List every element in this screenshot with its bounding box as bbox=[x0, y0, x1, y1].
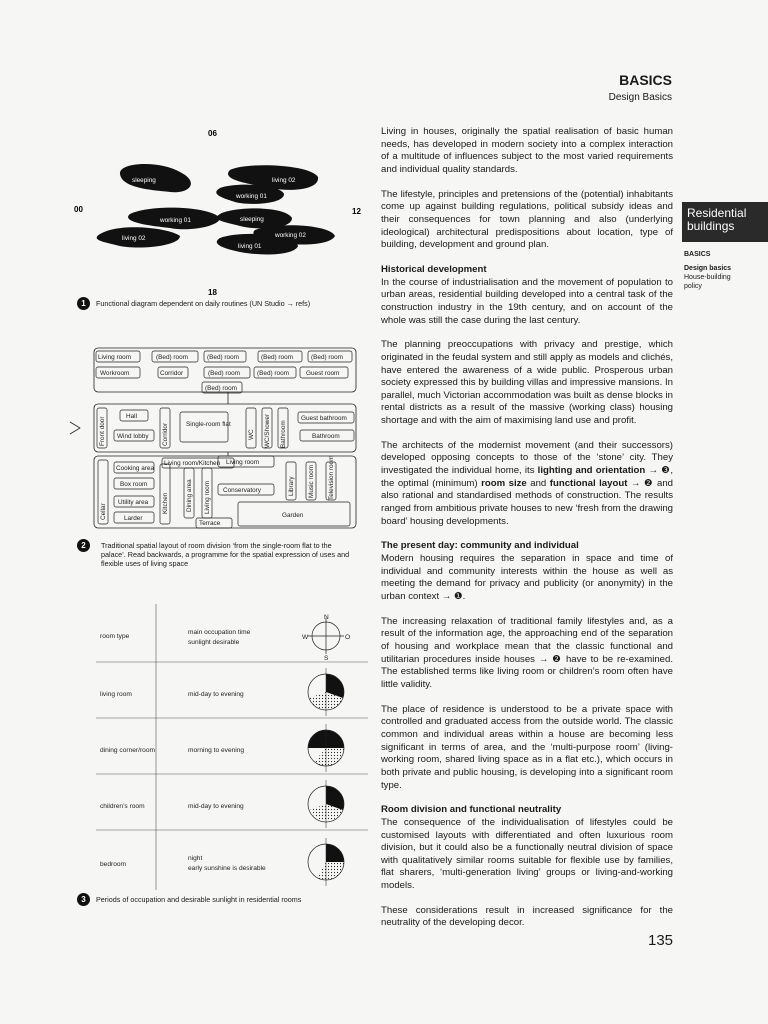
paragraph-individualisation: The consequence of the individualisation of lifestyles could be customised layouts with differentiated and often luxurious room division, but it could also be a functionally neutral division of space with qualitatively similar rooms suitable for flexible use by families, flat sharers, ‘multi-generation living’ groups or living-and-working models. bbox=[381, 816, 673, 892]
fig1-label-working-01: working 01 bbox=[236, 193, 267, 200]
fig2-entry-arrow-icon bbox=[70, 422, 80, 434]
figure-3-badge: 3 bbox=[77, 893, 90, 906]
heading-present-day: The present day: community and individual bbox=[381, 540, 579, 552]
figure-2 bbox=[68, 344, 368, 536]
fig2-room-hall: Hall bbox=[126, 413, 138, 420]
paragraph-considerations: These considerations result in increased significance for the neutrality of the developing decor. bbox=[381, 904, 673, 929]
fig2-room-bathroom-v: Bathroom bbox=[280, 420, 287, 448]
figure-3 bbox=[96, 604, 368, 890]
fig1-axis-top: 06 bbox=[208, 129, 217, 138]
fig1-label-living-02: living 02 bbox=[272, 177, 296, 184]
fig2-room-corridor: Corridor bbox=[160, 370, 184, 377]
paragraph-modernist bbox=[381, 440, 673, 529]
fig2-room-living-kitchen: Living room/Kitchen bbox=[164, 460, 221, 467]
side-nav-item-design-basics[interactable]: Design basics bbox=[684, 265, 732, 272]
p5-bold-lighting: lighting and orientation bbox=[537, 465, 646, 477]
fig2-room-wc-shower: WC/Shower bbox=[264, 413, 271, 448]
fig2-room-bed-6: (Bed) room bbox=[257, 370, 289, 377]
fig3-compass-s: S bbox=[324, 655, 329, 662]
chapter-tab-line1: Residential bbox=[687, 206, 747, 220]
fig3-compass-w: W bbox=[302, 634, 309, 641]
fig3-compass-icon bbox=[308, 618, 344, 654]
fig2-room-front-door: Front door bbox=[99, 416, 106, 446]
fig1-label-living-02b: living 02 bbox=[122, 235, 146, 242]
fig2-room-larder: Larder bbox=[124, 515, 143, 522]
fig3-sun-diagram-living bbox=[308, 668, 344, 716]
fig3-row1-room: living room bbox=[100, 691, 132, 698]
fig3-row2-time: morning to evening bbox=[188, 747, 245, 754]
fig3-row2-room: dining corner/room bbox=[100, 747, 155, 754]
fig2-room-wc: WC bbox=[248, 429, 255, 440]
fig2-room-kitchen: Kitchen bbox=[162, 492, 169, 514]
fig2-room-conservatory: Conservatory bbox=[223, 487, 262, 494]
figure-2-caption-line-3: flexible uses of living space bbox=[101, 559, 189, 568]
fig3-row3-room: children’s room bbox=[100, 803, 145, 810]
fig3-row3-time: mid-day to evening bbox=[188, 803, 244, 810]
fig1-label-sleeping: sleeping bbox=[132, 177, 156, 184]
fig2-room-guest: Guest room bbox=[306, 370, 340, 377]
paragraph-intro: Living in houses, originally the spatial realisation of basic human needs, has developed in modern society into a complex interaction of a multitude of influences subject to the most varied requirements and individual quality standards. bbox=[381, 126, 673, 175]
page-number: 135 bbox=[648, 932, 674, 949]
fig3-compass-n: N bbox=[324, 614, 329, 621]
p5-bold-functional: functional layout bbox=[549, 477, 628, 489]
figure-1-caption: Functional diagram dependent on daily routines (UN Studio → refs) bbox=[96, 299, 311, 308]
fig3-header-time: main occupation time bbox=[188, 629, 251, 636]
fig1-axis-bottom: 18 bbox=[208, 288, 217, 297]
fig3-header-time2: sunlight desirable bbox=[188, 639, 240, 646]
paragraph-relaxation: The increasing relaxation of traditional family lifestyles and, as a result of the information age, the approaching end of the separation of housing and workplace mean that the classic functional and utilitarian procedures inside houses → ❷ have to be re-examined. The established terms like living room or children’s room often have little validity. bbox=[381, 615, 673, 690]
fig2-room-music: Music room bbox=[308, 464, 315, 498]
side-nav bbox=[684, 250, 764, 291]
fig2-room-bed-4: (Bed) room bbox=[311, 354, 343, 361]
body-text bbox=[381, 126, 673, 942]
fig2-room-living: Living room bbox=[98, 354, 132, 361]
fig2-room-living-v: Living room bbox=[204, 480, 211, 514]
fig1-label-working-01b: working 01 bbox=[160, 217, 191, 224]
fig3-sun-diagram-bedroom bbox=[308, 838, 344, 886]
fig2-room-bed-3: (Bed) room bbox=[261, 354, 293, 361]
fig3-row1-time: mid-day to evening bbox=[188, 691, 244, 698]
fig2-room-library: Library bbox=[288, 476, 295, 496]
figure-2-badge: 2 bbox=[77, 539, 90, 552]
figure-2-caption-line-1: Traditional spatial layout of room division ‘from the single-room flat to the bbox=[101, 541, 332, 550]
side-nav-item-house-building[interactable]: House-building bbox=[684, 274, 731, 281]
side-nav-section: BASICS bbox=[684, 251, 711, 258]
heading-historical: Historical development bbox=[381, 263, 487, 275]
chapter-tab[interactable] bbox=[682, 202, 768, 242]
fig2-room-utility: Utility area bbox=[118, 499, 149, 506]
fig2-room-bed-1: (Bed) room bbox=[156, 354, 188, 361]
fig3-compass-o: O bbox=[345, 634, 351, 641]
fig2-room-dining: Dining area bbox=[186, 479, 193, 512]
fig3-sun-diagram-children bbox=[308, 780, 344, 828]
fig2-room-corridor-2: Corridor bbox=[162, 422, 169, 446]
fig1-label-living-01: living 01 bbox=[238, 243, 262, 250]
fig2-room-garden: Garden bbox=[282, 512, 304, 519]
fig2-room-living-h: Living room bbox=[226, 459, 260, 466]
paragraph-planning: The planning preoccupations with privacy and prestige, which originated in the feudal system and still apply as models and clichés, have entered the awareness of a wide public. Prosperous urban society expressed this by building villas and impressive mansions. In parallel, much Victorian accommodation was built as dense blocks in rental districts as a result of the massive (working class) housing shortage and with the aim of maximising land use and profit. bbox=[381, 339, 673, 427]
heading-room-division: Room division and functional neutrality bbox=[381, 804, 562, 816]
fig2-room-guest-bath: Guest bathroom bbox=[301, 415, 347, 422]
fig2-room-terrace: Terrace bbox=[199, 520, 221, 527]
fig2-room-tv: Television room bbox=[328, 455, 335, 500]
fig2-room-workroom: Workroom bbox=[100, 370, 130, 377]
figure-1 bbox=[70, 122, 370, 322]
fig3-row4-time: night bbox=[188, 855, 203, 862]
figure-1-badge: 1 bbox=[77, 297, 90, 310]
p5-part-a: The architects of the modernist movement (and their successors) developed opposing concepts to those of the ‘stone’ city. They investigated the individual home, its bbox=[381, 439, 673, 477]
fig2-room-bed-7: (Bed) room bbox=[205, 385, 237, 392]
fig1-label-working-02: working 02 bbox=[275, 232, 306, 239]
fig1-axis-right: 12 bbox=[352, 207, 361, 216]
fig3-row4-room: bedroom bbox=[100, 861, 127, 868]
fig2-room-cooking: Cooking area bbox=[116, 465, 155, 472]
fig3-row4-time2: early sunshine is desirable bbox=[188, 865, 266, 872]
paragraph-industrialisation: In the course of industrialisation and the movement of population to urban areas, residential building developed into a central task of the construction industry in the 19th century, and on account of the whole was still the case during the last century. bbox=[381, 276, 673, 326]
fig2-room-cellar: Cellar bbox=[100, 503, 107, 520]
paragraph-residence: The place of residence is understood to be a private space with controlled and graduated access from the outside world. The classic common and individual areas within a house are becoming less significant in terms of area, and the ‘multi-purpose room’ (living-working room, shared living space as in a flat etc.), which occurs in both private and public housing, is developing into a significant room type. bbox=[381, 703, 673, 791]
fig2-room-bed-2: (Bed) room bbox=[207, 354, 239, 361]
figure-2-caption bbox=[101, 541, 369, 568]
figure-3-caption: Periods of occupation and desirable sunlight in residential rooms bbox=[96, 895, 302, 904]
side-nav-item-policy[interactable]: policy bbox=[684, 283, 702, 290]
fig2-room-wind-lobby: Wind lobby bbox=[117, 433, 149, 440]
fig2-room-box: Box room bbox=[120, 481, 148, 488]
fig2-room-single-flat: Single-room flat bbox=[186, 421, 231, 428]
paragraph-lifestyle: The lifestyle, principles and pretensions of the (potential) inhabitants come up against building regulations, political subsidy ideas and their consequences for town planning and also (underlying ideological) architectural predispositions about location, type of building, development and ground plan. bbox=[381, 188, 673, 251]
p5-part-e: and bbox=[526, 477, 550, 489]
fig2-room-bed-5: (Bed) room bbox=[208, 370, 240, 377]
section-title: BASICS bbox=[619, 72, 672, 88]
chapter-tab-line2: buildings bbox=[687, 219, 735, 233]
section-subtitle: Design Basics bbox=[608, 92, 672, 103]
p5-bold-room-size: room size bbox=[481, 477, 527, 489]
fig1-axis-left: 00 bbox=[74, 205, 83, 214]
p5-part-g: → ❷ and also rational and standardised methods of construction. The results ranged from ambitious private houses to new ‘fresh from the drawing board’ housing developments. bbox=[381, 477, 674, 527]
p5-part-c: → ❸, the optimal (minimum) bbox=[381, 465, 673, 489]
figure-2-caption-line-2: palace’. Read backwards, a programme for the spatial expression of uses and bbox=[101, 550, 350, 559]
fig3-sun-diagram-dining bbox=[308, 724, 344, 772]
fig3-header-room: room type bbox=[100, 633, 130, 640]
fig2-room-bathroom: Bathroom bbox=[312, 433, 340, 440]
paragraph-modern-housing: Modern housing requires the separation in space and time of individual and community interests within the house as well as meeting the demand for privacy and publicity (or anonymity) in the urban context → ❶. bbox=[381, 553, 673, 602]
fig1-label-sleeping-2: sleeping bbox=[240, 216, 264, 223]
